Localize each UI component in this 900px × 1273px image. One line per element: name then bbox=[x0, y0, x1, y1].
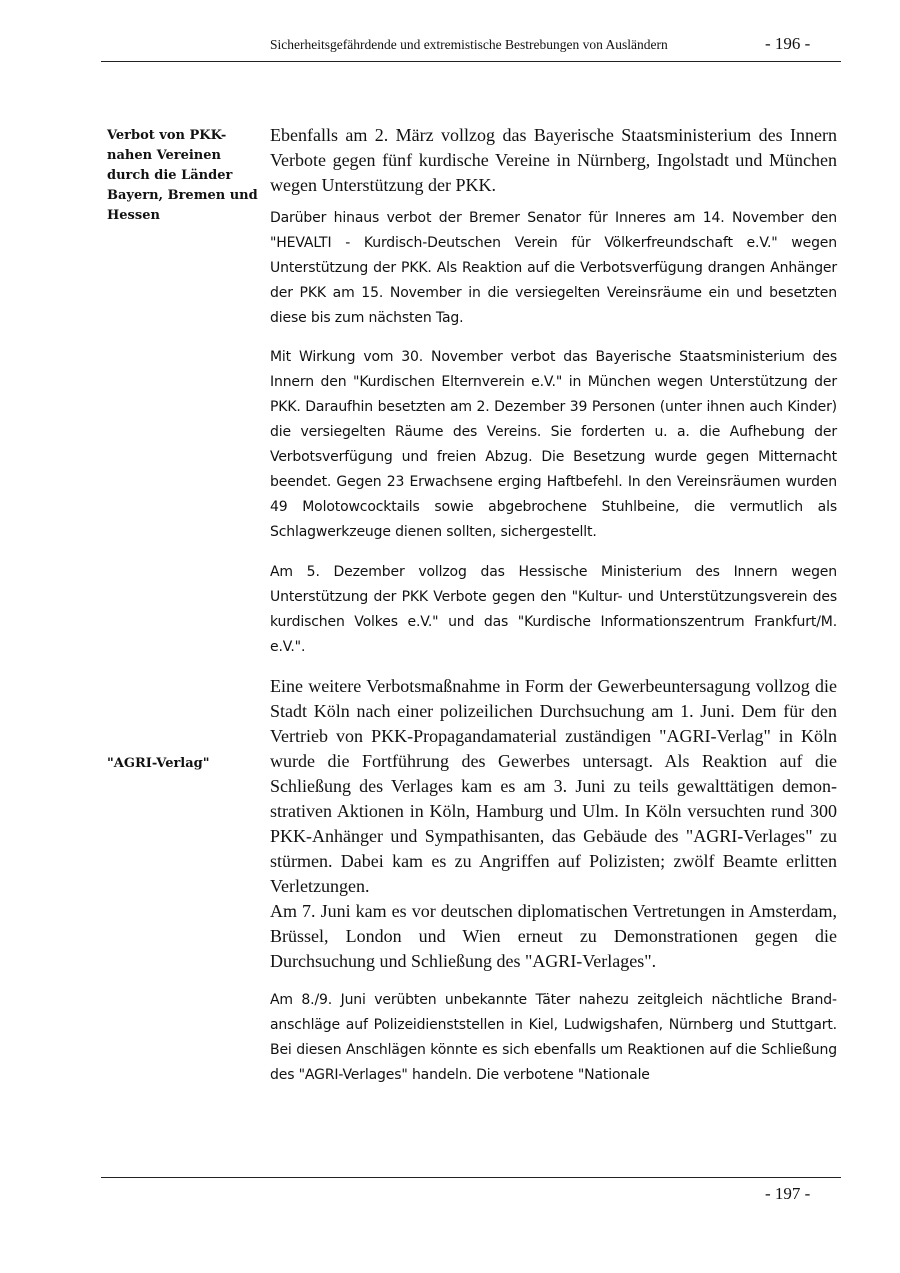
footer-rule bbox=[101, 1177, 841, 1178]
paragraph-4: Am 5. Dezember vollzog das Hessische Ministerium des Innern wegen Unterstützung der PKK Verbote gegen den "Kultur- und Unterstützungsverein des kurdischen Volkes e.V." und das "Kurdische Informationszentrum Frankfurt/M. e.V.". bbox=[270, 564, 837, 655]
paragraph-1: Ebenfalls am 2. März vollzog das Bayerische Staatsministerium des Innern Verbote gegen fünf kurdische Vereine in Nürnberg, Ingolstadt und München wegen Unterstützung der PKK. bbox=[270, 125, 837, 195]
header-page-number: - 196 - bbox=[765, 34, 811, 53]
paragraph-2: Darüber hinaus verbot der Bremer Senator für Inneres am 14. November den "HEVALTI - Kurdisch-Deutschen Verein für Völkerfreundschaft e.V." wegen Unterstützung der PKK. Als Reaktion auf die Verbotsverfügung drangen Anhänger der PKK am 15. November in die versiegelten Vereinsräume ein und besetzten diese bis zum nächsten Tag. bbox=[270, 210, 837, 326]
paragraph-5: Eine weitere Verbotsmaßnahme in Form der Gewerbeuntersagung vollzog die Stadt Köln nach einer polizeilichen Durchsuchung am 1. Juni. Dem für den Vertrieb von PKK-Propagandamaterial zuständigen "AGRI-Verlag" in Köln wurde die Fortführung des Gewerbes untersagt. Als Reaktion auf die Schließung des Verlages kam es am 3. Juni zu teils gewalttätigen demonstrativen Aktionen in Köln, Hamburg und Ulm. In Köln versuchten rund 300 PKK-Anhänger und Sympathisanten, das Gebäude des "AGRI-Verlages" zu stürmen. Dabei kam es zu Angriffen auf Polizisten; zwölf Beamte erlitten Verletzungen. bbox=[270, 676, 837, 896]
sidenote-agri-verlag: "AGRI-Verlag" bbox=[107, 756, 210, 771]
header-rule bbox=[101, 61, 841, 62]
paragraph-6: Am 7. Juni kam es vor deutschen diplomatischen Vertretungen in Amsterdam, Brüssel, London und Wien erneut zu Demonstrationen gegen die Durchsuchung und Schließung des "AGRI-Verlages". bbox=[270, 901, 837, 971]
footer-page-number: - 197 - bbox=[765, 1184, 811, 1203]
paragraph-7: Am 8./9. Juni verübten unbekannte Täter nahezu zeitgleich nächtliche Brandanschläge auf Polizeidienststellen in Kiel, Ludwigshafen, Nürnberg und Stuttgart. Bei diesen Anschlägen könnte es sich ebenfalls um Reaktionen auf die Schließung des "AGRI-Verlages" handeln. Die verbotene "Nationale bbox=[270, 992, 837, 1083]
paragraph-3: Mit Wirkung vom 30. November verbot das Bayerische Staatsministerium des Innern den "Kurdischen Elternverein e.V." in München wegen Unterstützung der PKK. Daraufhin besetzten am 2. Dezember 39 Personen (unter ihnen auch Kinder) die versiegelten Räume des Vereins. Sie forderten u. a. die Aufhebung der Verbotsverfügung und freien Abzug. Die Besetzung wurde gegen Mitternacht beendet. Gegen 23 Erwachsene erging Haftbefehl. In den Vereinsräumen wurden 49 Molotowcocktails sowie abgebrochene Stuhlbeine, die vermutlich als Schlagwerkzeuge dienen sollten, sichergestellt. bbox=[270, 349, 837, 540]
sidenote-vereinsverbote: Verbot von PKK-nahen Vereinen durch die Länder Bayern, Bremen und Hessen bbox=[107, 128, 258, 223]
running-header-title: Sicherheitsgefährdende und extremistische Bestrebungen von Ausländern bbox=[270, 37, 668, 52]
